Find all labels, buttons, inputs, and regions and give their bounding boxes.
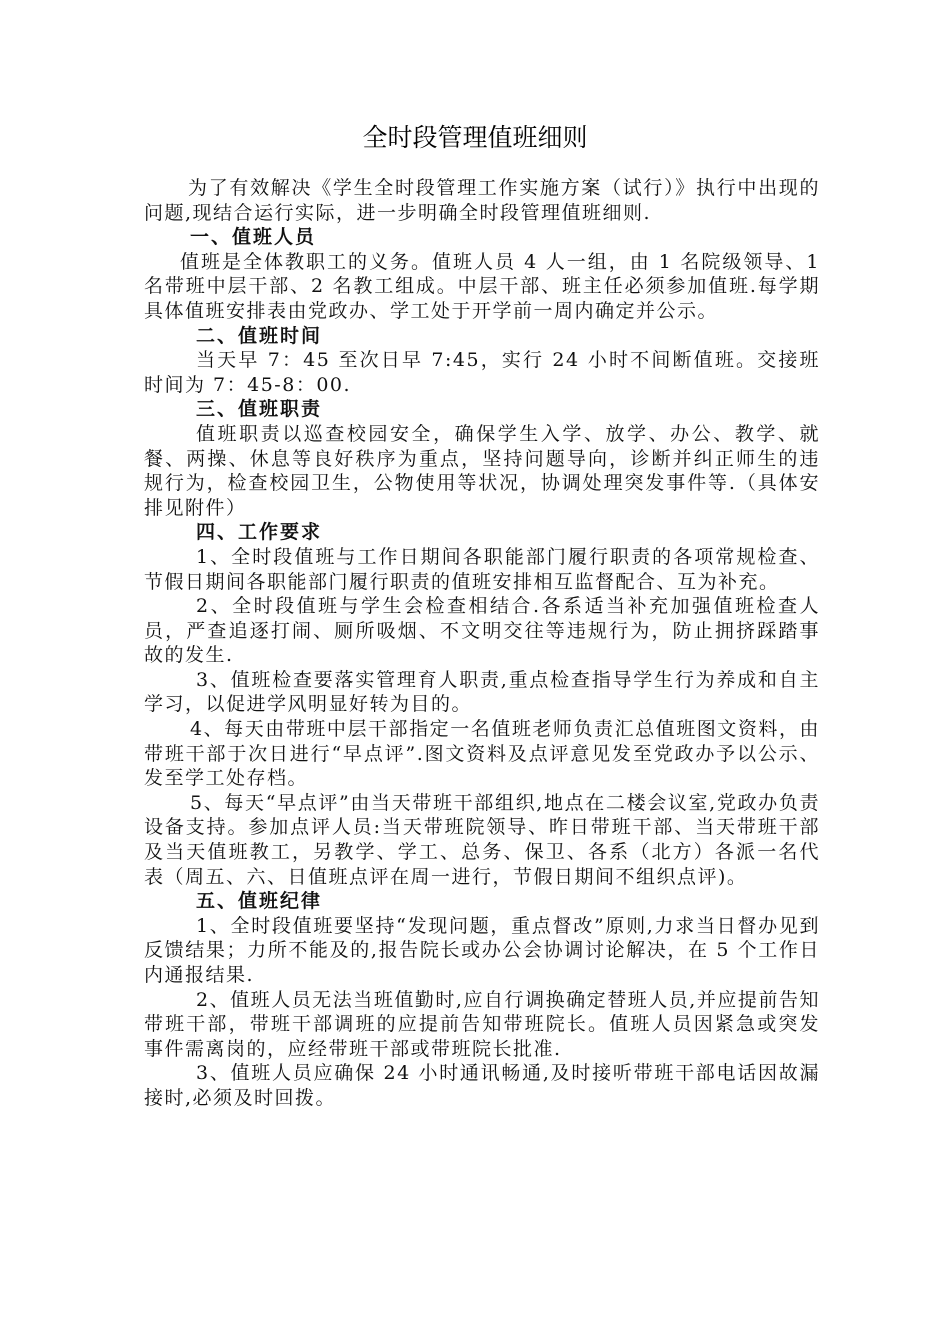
document-title: 全时段管理值班细则 [362, 123, 588, 152]
section-heading-requirements: 四、工作要求 [196, 521, 323, 544]
section-paragraph: 3、值班检查要落实管理育人职责,重点检查指导学生行为养成和自主学习，以促进学风明显好转为目的。 [144, 668, 820, 716]
section-paragraph: 2、全时段值班与学生会检查相结合.各系适当补充加强值班检查人员，严查追逐打闹、厕所吸烟、不文明交往等违规行为，防止拥挤踩踏事故的发生. [144, 595, 820, 667]
document-body [144, 176, 820, 1111]
section-paragraph: 3、值班人员应确保 24 小时通讯畅通,及时接听带班干部电话因故漏接时,必须及时回拨。 [144, 1062, 820, 1109]
intro-paragraph: 为了有效解决《学生全时段管理工作实施方案（试行）》执行中出现的问题,现结合运行实际，进一步明确全时段管理值班细则. [144, 177, 820, 224]
section-paragraph: 值班职责以巡查校园安全，确保学生入学、放学、办公、教学、就餐、两操、休息等良好秩序为重点，坚持问题导向，诊断并纠正师生的违规行为，检查校园卫生，公物使用等状况，协调处理突发事件等.（具体安排见附件） [144, 422, 820, 519]
section-paragraph: 值班是全体教职工的义务。值班人员 4 人一组，由 1 名院级领导、1 名带班中层干部、2 名教工组成。中层干部、班主任必须参加值班.每学期具体值班安排表由党政办、学工处于开学前一周内确定并公示。 [144, 250, 820, 322]
section-paragraph: 2、值班人员无法当班值勤时,应自行调换确定替班人员,并应提前告知带班干部，带班干部调班的应提前告知带班院长。值班人员因紧急或突发事件需离岗的，应经带班干部或带班院长批准. [144, 988, 820, 1060]
section-paragraph: 4、每天由带班中层干部指定一名值班老师负责汇总值班图文资料，由带班干部于次日进行“早点评”.图文资料及点评意见发至党政办予以公示、发至学工处存档。 [144, 718, 820, 790]
section-heading-time: 二、值班时间 [196, 324, 323, 347]
section-heading-discipline: 五、值班纪律 [196, 890, 323, 913]
section-paragraph: 1、全时段值班要坚持“发现问题，重点督改”原则,力求当日督办见到反馈结果；力所不能及的,报告院长或办公会协调讨论解决，在 5 个工作日内通报结果. [144, 914, 820, 986]
section-paragraph: 5、每天“早点评”由当天带班干部组织,地点在二楼会议室,党政办负责设备支持。参加点评人员:当天带班院领导、昨日带班干部、当天带班干部及当天值班教工，另教学、学工、总务、保卫、各系（北方）各派一名代表（周五、六、日值班点评在周一进行，节假日期间不组织点评)。 [144, 791, 820, 888]
section-heading-personnel: 一、值班人员 [190, 226, 317, 249]
section-paragraph: 当天早 7：45 至次日早 7:45，实行 24 小时不间断值班。交接班时间为 7：45-8：00. [144, 349, 820, 396]
section-heading-duties: 三、值班职责 [196, 398, 323, 421]
section-paragraph: 1、全时段值班与工作日期间各职能部门履行职责的各项常规检查、节假日期间各职能部门履行职责的值班安排相互监督配合、互为补充。 [144, 545, 820, 593]
